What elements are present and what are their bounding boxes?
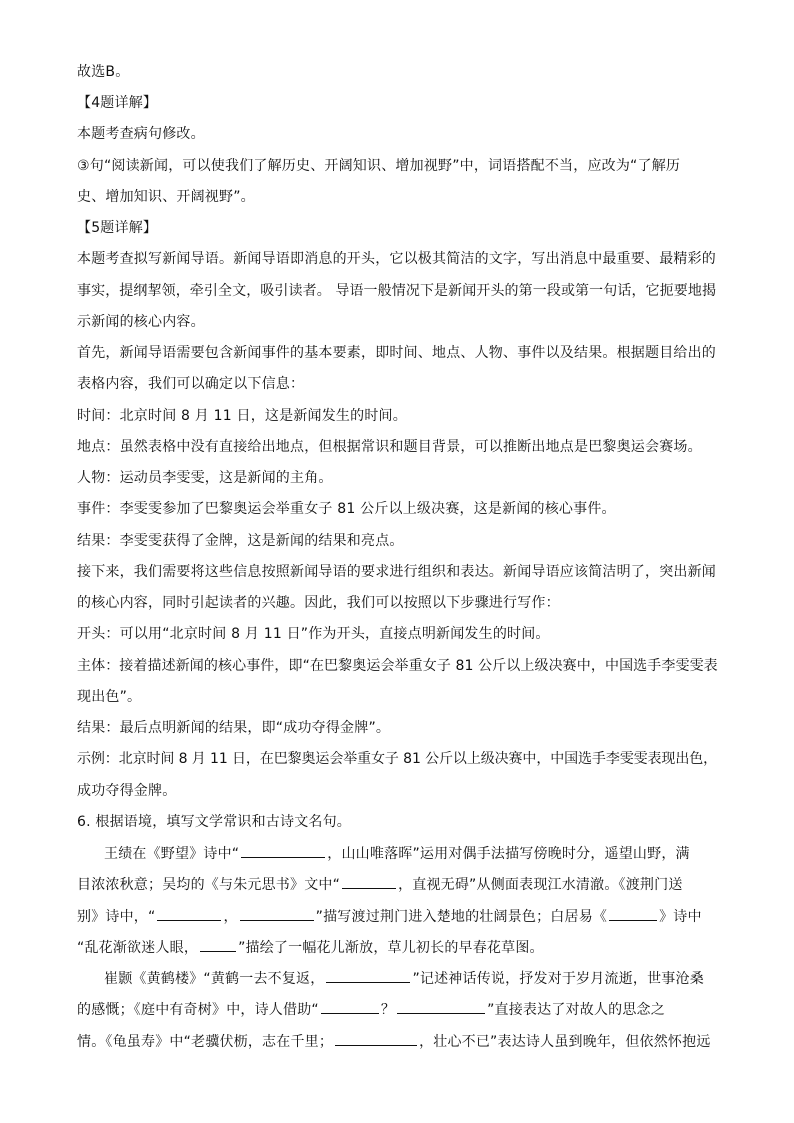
answer-blank[interactable]	[342, 874, 396, 889]
fill-blank-line	[104, 843, 690, 864]
text-line: 接下来，我们需要将这些信息按照新闻导语的要求进行组织和表达。新闻导语应该简洁明了，突出新闻	[77, 564, 716, 580]
q6-text: 情。《龟虽寿》中“老骥伏枥，志在千里；	[77, 1034, 334, 1050]
answer-blank[interactable]	[335, 1031, 417, 1046]
text-line: 本题考查拟写新闻导语。新闻导语即消息的开头，它以极其简洁的文字，写出消息中最重要、最精彩的	[77, 251, 716, 267]
text-line: 故选B。	[77, 64, 130, 80]
q6-text: 的感慨；《庭中有奇树》中，诗人借助“	[77, 1002, 319, 1018]
text-line: 现出色”。	[77, 689, 142, 705]
text-line: 本题考查病句修改。	[77, 126, 205, 142]
text-line: 史、增加知识、开阔视野”。	[77, 189, 255, 205]
q6-text: ，壮心不已”表达诗人虽到晚年，但依然怀抱远	[419, 1034, 711, 1050]
text-line: 人物：运动员李雯雯，这是新闻的主角。	[77, 470, 333, 486]
q6-text: 》诗中	[659, 909, 702, 925]
q6-text: ，直视无碍”从侧面表现江水清澈。《渡荆门送	[398, 877, 683, 893]
text-line: 首先，新闻导语需要包含新闻事件的基本要素，即时间、地点、人物、事件以及结果。根据题目给出的	[77, 345, 716, 361]
text-line: 地点：虽然表格中没有直接给出地点，但根据常识和题目背景，可以推断出地点是巴黎奥运会赛场。	[77, 439, 702, 455]
text-line: 的核心内容，同时引起读者的兴趣。因此，我们可以按照以下步骤进行写作：	[77, 595, 560, 611]
text-line: 表格内容，我们可以确定以下信息：	[77, 376, 305, 392]
text-line: 事件：李雯雯参加了巴黎奥运会举重女子 81 公斤以上级决赛，这是新闻的核心事件。	[77, 501, 616, 517]
answer-blank[interactable]	[241, 843, 325, 858]
q6-text: ？	[380, 1002, 396, 1018]
q6-text: ”直接表达了对故人的思念之	[487, 1002, 665, 1018]
text-line: 主体：接着描述新闻的核心事件，即“在巴黎奥运会举重女子 81 公斤以上级决赛中，中国选手李雯雯表	[77, 658, 718, 674]
answer-blank[interactable]	[157, 906, 221, 921]
q6-text: ”描写渡过荆门进入楚地的壮阔景色；白居易《	[315, 909, 608, 925]
text-line: 事实，提纲挈领，牵引全文，吸引读者。 导语一般情况下是新闻开头的第一段或第一句话，它扼要地揭	[77, 283, 717, 299]
text-line: 示例：北京时间 8 月 11 日，在巴黎奥运会举重女子 81 公斤以上级决赛中，中国选手李雯雯表现出色，	[77, 751, 718, 767]
answer-blank[interactable]	[397, 999, 485, 1014]
text-line: ③句“阅读新闻，可以使我们了解历史、开阔知识、增加视野”中，词语搭配不当，应改为“了解历	[77, 158, 681, 174]
text-line: 开头：可以用“北京时间 8 月 11 日”作为开头，直接点明新闻发生的时间。	[77, 626, 550, 642]
q6-text: ，	[223, 909, 238, 925]
question-heading: 6. 根据语境，填写文学常识和古诗文名句。	[77, 814, 352, 830]
q6-text: 目浓浓秋意；吴均的《与朱元思书》文中“	[77, 877, 341, 893]
text-line: 结果：最后点明新闻的结果，即“成功夺得金牌”。	[77, 720, 391, 736]
q6-text: “乱花渐欲迷人眼，	[77, 940, 199, 956]
q6-text: ，山山唯落晖”运用对偶手法描写傍晚时分，遥望山野，满	[327, 846, 690, 862]
answer-blank[interactable]	[321, 999, 379, 1014]
fill-blank-line	[104, 968, 704, 989]
text-line: 成功夺得金牌。	[77, 783, 177, 799]
q6-text: ”描绘了一幅花儿渐放，草儿初长的早春花草图。	[238, 940, 544, 956]
fill-blank-line	[77, 1031, 711, 1052]
text-line: 示新闻的核心内容。	[77, 314, 205, 330]
text-line: 时间：北京时间 8 月 11 日，这是新闻发生的时间。	[77, 408, 407, 424]
section-heading: 【5题详解】	[77, 220, 158, 236]
text-line: 结果：李雯雯获得了金牌，这是新闻的结果和亮点。	[77, 533, 404, 549]
answer-blank[interactable]	[200, 937, 236, 952]
fill-blank-line	[77, 906, 702, 927]
answer-blank[interactable]	[240, 906, 314, 921]
q6-text: 别》诗中，“	[77, 909, 156, 925]
q6-text: 王绩在《野望》诗中“	[104, 846, 240, 862]
fill-blank-line	[77, 937, 544, 958]
fill-blank-line	[77, 874, 683, 895]
q6-text: 崔颢《黄鹤楼》“黄鹤一去不复返，	[104, 971, 325, 987]
fill-blank-line	[77, 999, 665, 1020]
answer-blank[interactable]	[326, 968, 410, 983]
section-heading: 【4题详解】	[77, 95, 158, 111]
q6-text: ”记述神话传说，抒发对于岁月流逝，世事沧桑	[412, 971, 704, 987]
answer-blank[interactable]	[609, 906, 657, 921]
